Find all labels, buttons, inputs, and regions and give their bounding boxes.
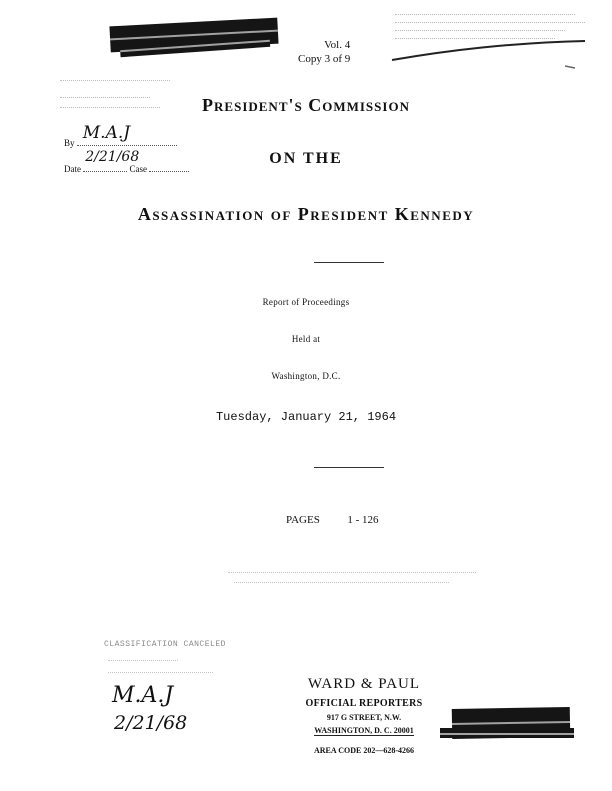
declass-initials: M.A.J bbox=[112, 683, 174, 708]
reporter-street: 917 G STREET, N.W. bbox=[326, 713, 402, 722]
location: Washington, D.C. bbox=[271, 371, 341, 381]
title-line-1: President's Commission bbox=[202, 95, 410, 115]
declass-heading: CLASSIFICATION CANCELED bbox=[104, 640, 226, 649]
volume-number: Vol. 4 bbox=[324, 39, 351, 51]
hearing-date: Tuesday, January 21, 1964 bbox=[215, 410, 397, 424]
by-label: By bbox=[64, 138, 75, 148]
stamp-by-row bbox=[64, 123, 214, 148]
divider-top bbox=[314, 262, 384, 263]
copy-number: Copy 3 of 9 bbox=[298, 53, 351, 65]
title-line-3: Assassination of President Kennedy bbox=[137, 204, 475, 224]
date-label: Date bbox=[64, 164, 81, 174]
reporter-city-text: WASHINGTON, D. C. 20001 bbox=[314, 726, 414, 735]
pages-label: PAGES bbox=[286, 514, 320, 526]
held-at: Held at bbox=[291, 334, 321, 344]
pages-row bbox=[286, 514, 379, 526]
faint-notice bbox=[228, 572, 478, 583]
case-label: Case bbox=[129, 164, 147, 174]
declass-faint-lines bbox=[108, 660, 218, 673]
reporter-city bbox=[286, 726, 442, 735]
reporter-title: OFFICIAL REPORTERS bbox=[305, 698, 423, 709]
declass-date: 2/21/68 bbox=[114, 712, 188, 734]
reporter-phone: AREA CODE 202—628-4266 bbox=[313, 746, 414, 755]
pages-range: 1 - 126 bbox=[347, 514, 379, 526]
report-of-proceedings: Report of Proceedings bbox=[262, 297, 350, 307]
reporter-name: WARD & PAUL bbox=[307, 676, 421, 692]
by-initials: M.A.J bbox=[82, 123, 131, 143]
title-line-2: ON THE bbox=[269, 150, 343, 167]
divider-bottom bbox=[314, 467, 384, 468]
date-handwritten: 2/21/68 bbox=[85, 149, 140, 165]
pen-stroke bbox=[390, 38, 590, 73]
redaction-bottom-right-2 bbox=[440, 728, 574, 738]
volume-copy-block bbox=[298, 38, 350, 66]
